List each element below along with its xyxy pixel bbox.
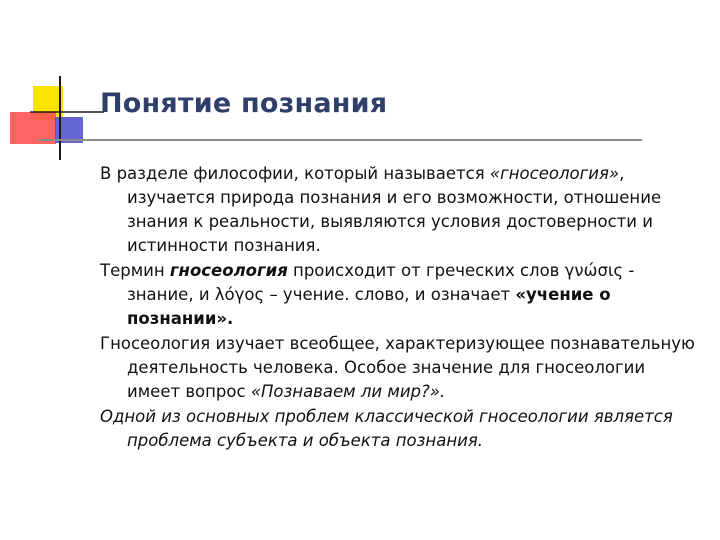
p2-text-c: происходит от греческих слов γνώσις - знание, и λόγος – учение. слово, и означает — [127, 261, 635, 304]
p3-text-a: Гносеология изучает всеобщее, характеризующее познавательную деятельность человека. Особое значение для гносеологии имеет вопрос — [100, 334, 695, 401]
p1-term: «гносеология» — [489, 164, 620, 183]
p2-definition: «учение о познании». — [127, 285, 611, 328]
corner-decoration — [0, 0, 110, 170]
slide-body — [100, 162, 700, 454]
p1-text-c: , изучается природа познания и его возможности, отношение знания к реальности, выявляются условия достоверности и истинности познания. — [127, 164, 662, 255]
slide-title: Понятие познания — [100, 88, 388, 119]
title-divider — [38, 139, 642, 141]
p2-term: гносеология — [169, 261, 288, 280]
paragraph-1 — [100, 162, 700, 258]
paragraph-3 — [100, 332, 700, 404]
paragraph-4 — [100, 405, 700, 453]
p2-text-a: Термин — [100, 261, 170, 280]
p3-question: «Познаваем ли мир?». — [250, 382, 446, 401]
p1-text-a: В разделе философии, который называется — [100, 164, 490, 183]
paragraph-2 — [100, 259, 700, 331]
p4-text: Одной из основных проблем классической гносеологии является проблема субъекта и объекта познания. — [100, 407, 673, 450]
